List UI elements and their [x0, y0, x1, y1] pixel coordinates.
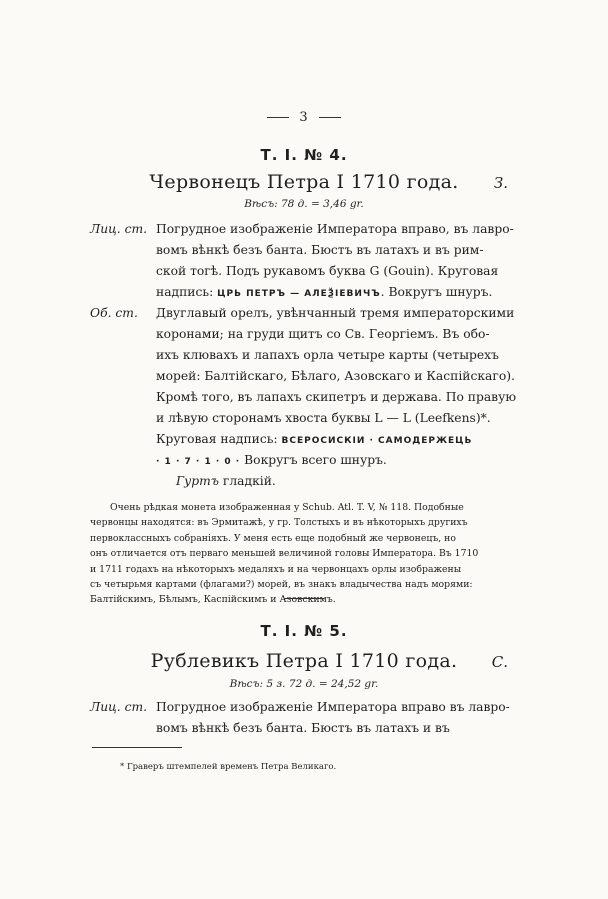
entry4-reverse-legend-line: Круговая надпись: ВСЕРОСИСКIИ · САМОДЕРЖЕЦЬ [156, 432, 473, 446]
entry4-title: Червонецъ Петра I 1710 года. [149, 171, 459, 193]
entry4-reverse-line: коронами; на груди щитъ со Св. Георгiемъ. Въ обо- [156, 327, 490, 341]
entry4-reverse-line: ихъ клювахъ и лапахъ орла четыре карты (четырехъ [156, 348, 499, 362]
note-line: первоклассныхъ собранiяхъ. У меня есть еще подобный же червонецъ, но [90, 532, 456, 544]
obverse-legend: ЦРЬ ПЕТРЪ — АЛЕѮIЕВИЧЪ [217, 289, 381, 299]
note-line: съ четырьмя картами (флагами?) морей, въ знакъ владычества надъ морями: [90, 579, 473, 591]
entry5-obverse-line: вомъ вѣнкѣ безъ банта. Бюстъ въ латахъ и въ [156, 721, 450, 735]
note-line: Очень рѣдкая монета изображенная у Schub. Atl. T. V, № 118. Подобные [110, 502, 464, 513]
entry4-weight: Вѣсъ: 78 д. = 3,46 gr. [244, 198, 364, 210]
entry4-reverse-line: Кромѣ того, въ лапахъ скипетръ и держава. По правую [156, 390, 517, 404]
entry4-reverse-line: Двуглавый орелъ, увѣнчанный тремя императорскими [156, 306, 515, 320]
entry4-obverse-line: Погрудное изображенiе Императора вправо, въ лавро- [156, 222, 514, 236]
entry4-edge: Гуртъ гладкiй. [176, 474, 276, 488]
entry5-weight: Вѣсъ: 5 з. 72 д. = 24,52 gr. [229, 678, 379, 690]
entry4-obverse-label: Лиц. ст. [90, 222, 148, 236]
entry4-reverse-label: Об. ст. [90, 306, 138, 320]
note-line: Балтiйскимъ, Бѣлымъ, Каспiйскимъ и Азовскимъ. [90, 594, 336, 606]
entry5-obverse-label: Лиц. ст. [90, 700, 148, 714]
dash-right [319, 117, 341, 118]
note-line: червонцы находятся: въ Эрмитажѣ, у гр. Толстыхъ и въ нѣкоторыхъ другихъ [90, 517, 468, 529]
entry5-title: Рублевикъ Петра I 1710 года. [150, 650, 458, 672]
entry5-header: Т. I. № 5. [260, 622, 348, 640]
section-separator [284, 598, 324, 599]
reverse-legend-date: · 1 · 7 · 1 · 0 · [156, 457, 241, 467]
entry4-note [90, 500, 510, 608]
entry5-rarity: С. [491, 653, 508, 671]
page-number: 3 [0, 110, 608, 125]
footnote: * Граверъ штемпелей временъ Петра Великаго. [120, 762, 337, 772]
entry4-obverse-legend-line: надпись: ЦРЬ ПЕТРЪ — АЛЕѮIЕВИЧЪ. Вокругъ шнуръ. [156, 285, 493, 299]
note-line: и 1711 годахъ на нѣкоторыхъ медаляхъ и на червонцахъ орлы изображены [90, 563, 462, 575]
entry4-header: Т. I. № 4. [260, 146, 348, 164]
dash-left [267, 117, 289, 118]
entry5-obverse-line: Погрудное изображенiе Императора вправо въ лавро- [156, 700, 510, 714]
entry4-obverse-line: ской тогѣ. Подъ рукавомъ буква G (Gouin). Круговая [156, 264, 499, 278]
entry4-rarity: З. [493, 174, 508, 192]
note-line: онъ отличается отъ перваго меньшей величиной головы Императора. Въ 1710 [90, 548, 479, 560]
edge-label: Гуртъ [176, 474, 220, 488]
entry4-reverse-legend-line2: · 1 · 7 · 1 · 0 · Вокругъ всего шнуръ. [156, 453, 387, 467]
entry4-reverse-line: и лѣвую сторонамъ хвоста буквы L — L (Leefkens)*. [156, 411, 491, 425]
entry4-reverse-line: морей: Балтiйскаго, Бѣлаго, Азовскаго и Каспiйскаго). [156, 369, 515, 383]
footnote-rule [92, 747, 182, 748]
reverse-legend: ВСЕРОСИСКIИ · САМОДЕРЖЕЦЬ [281, 436, 473, 446]
entry4-obverse-line: вомъ вѣнкѣ безъ банта. Бюстъ въ латахъ и въ рим- [156, 243, 484, 257]
